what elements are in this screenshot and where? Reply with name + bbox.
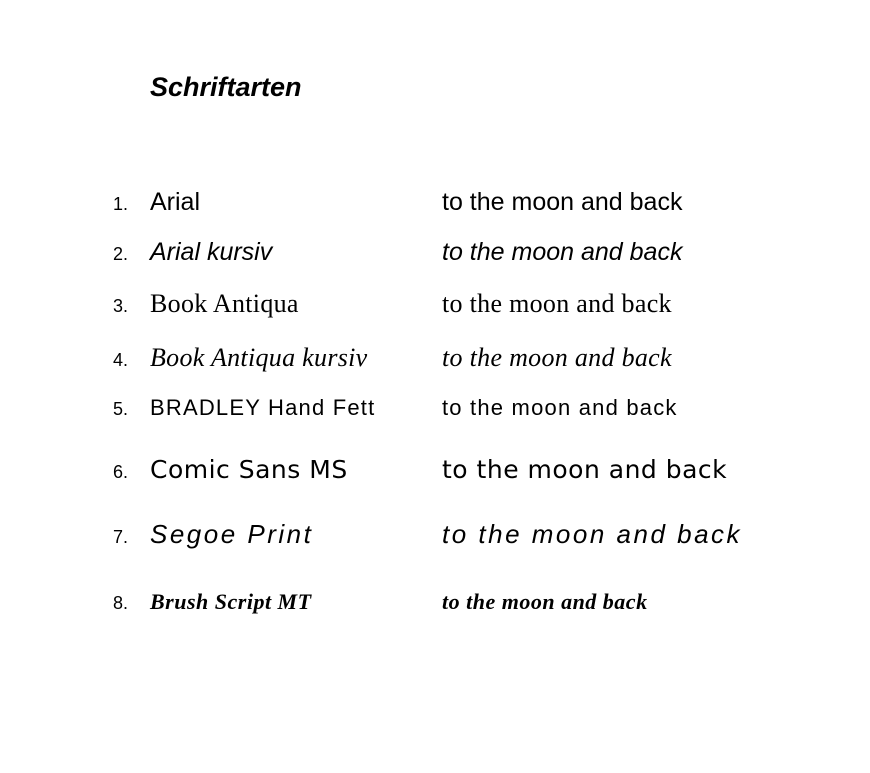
font-row-book-antiqua [113, 291, 672, 317]
sample-text: to the moon and back [442, 238, 683, 266]
sample-text: to the moon and back [442, 395, 678, 420]
row-number: 1. [113, 194, 129, 214]
font-row-brush-script [113, 591, 648, 613]
font-row-segoe-print [113, 521, 742, 547]
sample-text: to the moon and back [442, 589, 648, 614]
font-name: Book Antiqua kursiv [150, 343, 368, 372]
sample-text: to the moon and back [442, 188, 683, 216]
page-title: Schriftarten [150, 72, 302, 102]
font-row-arial [113, 190, 682, 215]
sample-text: to the moon and back [442, 519, 743, 549]
row-number: 2. [113, 244, 129, 264]
sample-text: to the moon and back [442, 455, 728, 484]
font-name: Comic Sans MS [150, 455, 348, 484]
font-name: BRADLEY Hand Fett [150, 395, 376, 420]
row-number: 7. [113, 527, 129, 547]
font-name: Segoe Print [150, 519, 314, 549]
font-row-book-antiqua-kursiv [113, 345, 672, 371]
font-name: Arial kursiv [150, 238, 273, 266]
font-row-bradley-hand [113, 397, 678, 419]
row-number: 8. [113, 593, 129, 613]
font-row-comic-sans [113, 457, 727, 482]
row-number: 4. [113, 350, 129, 370]
sample-text: to the moon and back [442, 289, 672, 318]
font-row-arial-kursiv [113, 240, 682, 265]
row-number: 3. [113, 296, 129, 316]
font-name: Book Antiqua [150, 289, 299, 318]
font-name: Brush Script MT [150, 589, 312, 614]
row-number: 5. [113, 399, 129, 419]
font-name: Arial [150, 188, 201, 216]
sample-text: to the moon and back [442, 343, 672, 372]
row-number: 6. [113, 462, 129, 482]
